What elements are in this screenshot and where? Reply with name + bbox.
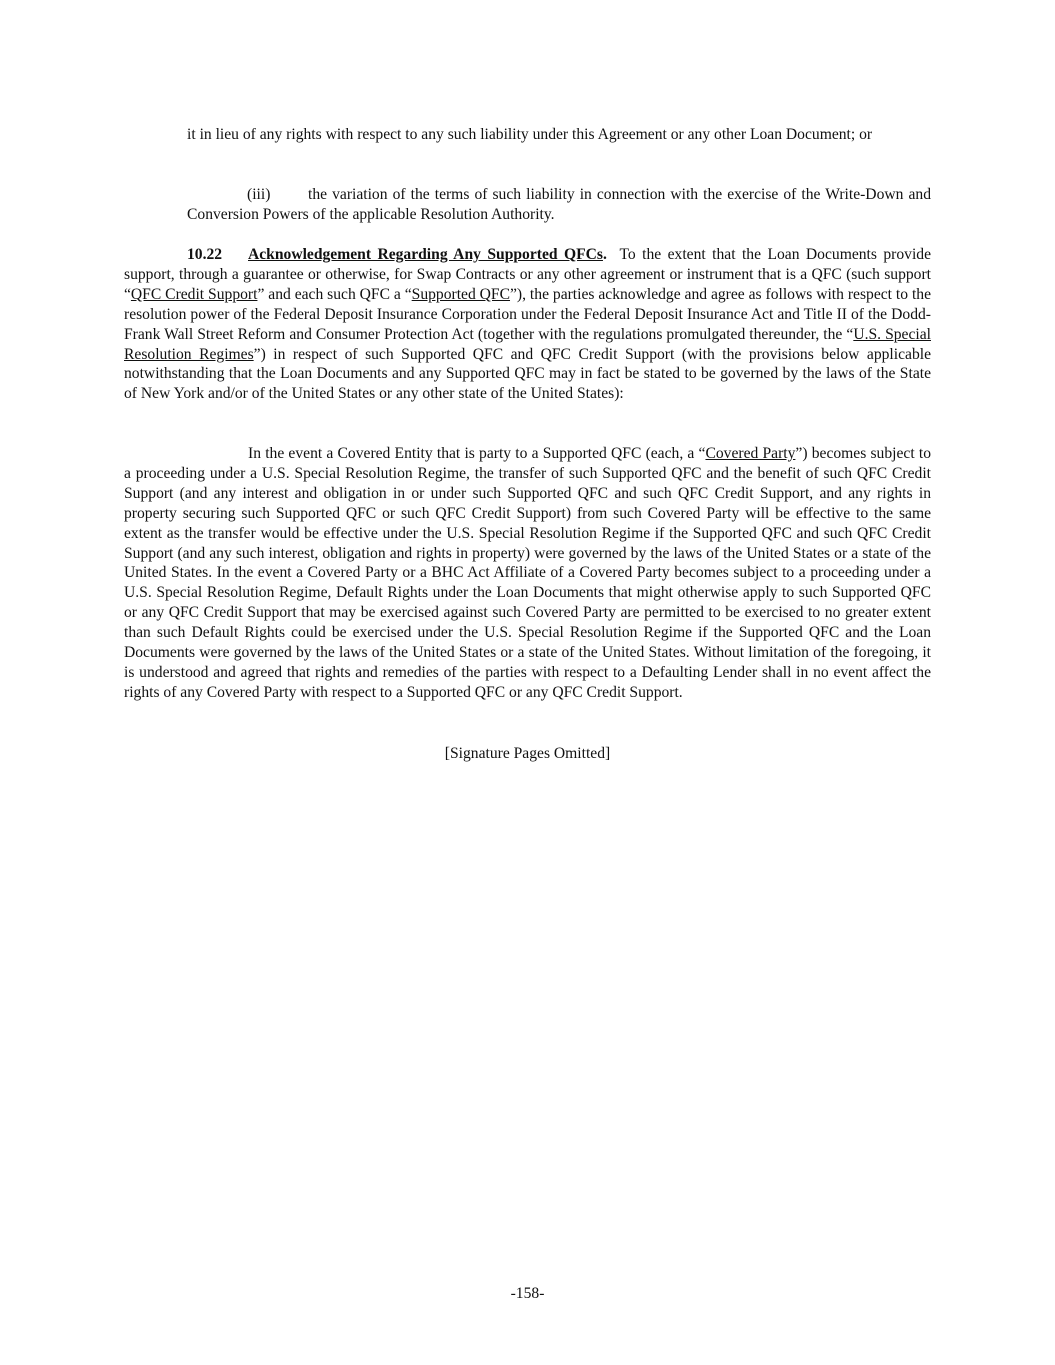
defined-term-supported-qfc: Supported QFC: [411, 285, 511, 303]
section-number: 10.22: [187, 246, 223, 263]
section-text-1: To the extent that the Loan Documents provide support, through a guarantee or otherwise, for Swap Contracts or any other agreement or instrument that is a QFC (such support “: [124, 246, 932, 303]
defined-term-us-special-resolution-regimes: U.S. Special Resolution Regimes: [124, 325, 931, 363]
body-text-1: In the event a Covered Entity that is party to a Supported QFC (each, a “: [248, 445, 706, 462]
section-text-3: ”), the parties acknowledge and agree as follows with respect to the resolution power of the Federal Deposit Insurance Corporation under the Federal Deposit Insurance Act and Title II of the Dodd-Frank Wall Street Reform and Consumer Protection Act (together with the regulations promulgated thereunder, the “: [124, 285, 931, 343]
section-text-4: ”) in respect of such Supported QFC and QFC Credit Support (with the provisions below applicable notwithstanding that the Loan Documents and any Supported QFC may in fact be stated to be governed by the laws of the State of New York and/or of the United States or any other state of the United States):: [124, 345, 931, 403]
defined-term-covered-party: Covered Party: [705, 445, 796, 462]
section-heading-period: .: [602, 246, 607, 263]
body-text-2: ”) becomes subject to a proceeding under a U.S. Special Resolution Regime, the transfer of such Supported QFC and the benefit of such QFC Credit Support (and any interest and obligation in or under such Supported QFC and such QFC Credit Support, and any rights in property securing such Supported QFC or such QFC Credit Support) from such Covered Party will be effective to the same extent as the transfer would be effective under the U.S. Special Resolution Regime if the Supported QFC and such QFC Credit Support (and any such interest, obligation and rights in property) were governed by the laws of the United States or a state of the United States. In the event a Covered Party or a BHC Act Affiliate of a Covered Party becomes subject to a proceeding under a U.S. Special Resolution Regime, Default Rights under the Loan Documents that might otherwise apply to such Supported QFC or any QFC Credit Support that may be exercised against such Covered Party are permitted to be exercised to no greater extent than such Default Rights could be exercised under the U.S. Special Resolution Regime if the Supported QFC and the Loan Documents were governed by the laws of the United States or a state of the United States. Without limitation of the foregoing, it is understood and agreed that rights and remedies of the parties with respect to a Defaulting Lender shall in no event affect the rights of any Covered Party with respect to a Supported QFC or any QFC Credit Support.: [124, 445, 931, 701]
clause-iii-label: (iii): [247, 186, 271, 203]
continuation-paragraph: [187, 125, 931, 145]
clause-iii-paragraph: [187, 185, 931, 225]
section-heading: Acknowledgement Regarding Any Supported QFCs: [248, 246, 603, 263]
section-text-2: ” and each such QFC a “: [257, 285, 412, 303]
section-10-22-paragraph: [124, 245, 931, 404]
continuation-text: it in lieu of any rights with respect to any such liability under this Agreement or any other Loan Document; or: [187, 126, 873, 143]
covered-party-paragraph: [124, 444, 931, 703]
signature-pages-note: [Signature Pages Omitted]: [444, 745, 611, 762]
page-number: -158-: [510, 1285, 545, 1302]
clause-iii-text: the variation of the terms of such liability in connection with the exercise of the Write-Down and Conversion Powers of the applicable Resolution Authority.: [187, 186, 931, 223]
defined-term-qfc-credit-support: QFC Credit Support: [130, 285, 258, 303]
